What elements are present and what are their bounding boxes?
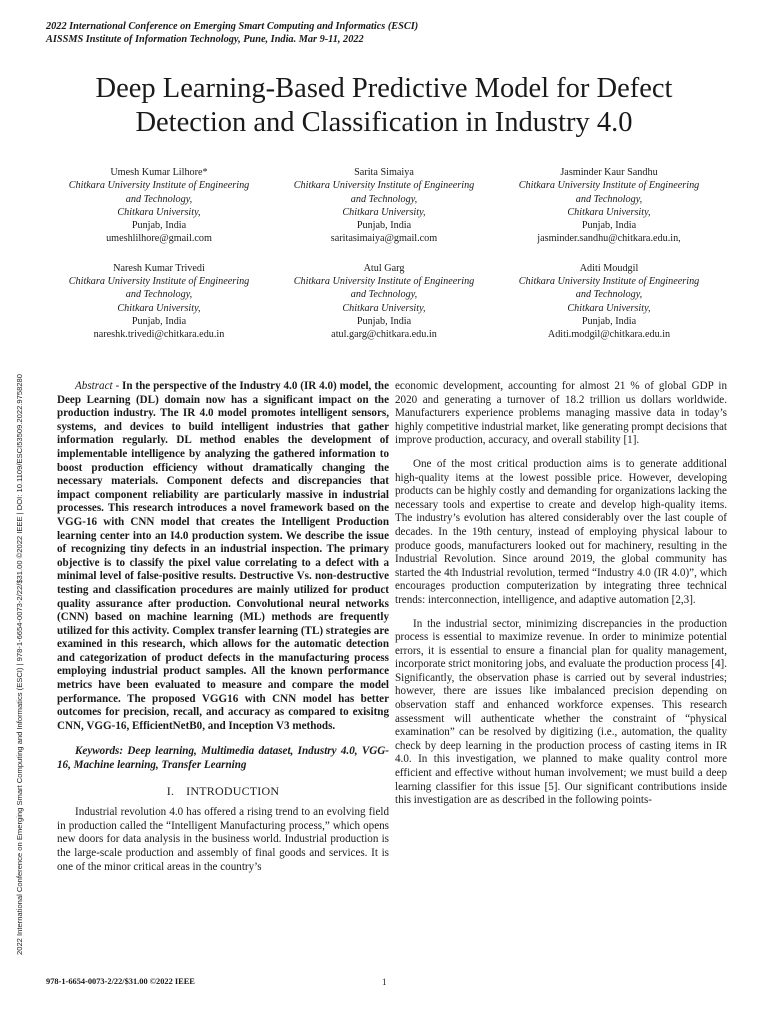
conference-venue: AISSMS Institute of Information Technology, Pune, India. Mar 9-11, 2022 (46, 34, 364, 45)
paper-title (60, 72, 708, 140)
title-line-2: Detection and Classification in Industry 4.0 (135, 107, 633, 138)
section-heading-introduction (57, 785, 389, 799)
author-location: Punjab, India (581, 220, 637, 232)
author-name: Aditi Moudgil (579, 262, 639, 274)
conference-header (46, 20, 418, 46)
author-name: Naresh Kumar Trivedi (113, 262, 205, 274)
author-affiliation: Chitkara University Institute of Engineering (518, 276, 700, 288)
author-university: Chitkara University, (342, 206, 426, 218)
body-paragraph-1: economic development, accounting for almost 21 % of global GDP in 2020 and generating a turnover of 18.2 trillion us dollars worldwide. Manufacturers experience problems managing massive data in today’s highly competitive industrial market, like generating prompt decisions that improve production, accuracy, and overall stability [1]. (395, 380, 727, 447)
author-affiliation: and Technology, (575, 289, 643, 301)
intro-paragraph: Industrial revolution 4.0 has offered a rising trend to an evolving field in production called the “Intelligent Manufacturing process,” which opens new doors for data analysis in the business world. Industrial production is the large-scale production and assembly of final goods and services. It is one of the minor critical areas in the country’s (57, 806, 389, 873)
author-location: Punjab, India (131, 315, 187, 327)
author-affiliation: Chitkara University Institute of Engineering (518, 180, 700, 192)
body-paragraph-3: In the industrial sector, minimizing discrepancies in the production process is essential to maximize revenue. In order to minimize potential errors, it is essential to ensure a financial plan for quality management, incorporate strict monitoring jobs, and evaluate the production process [4]. Significantly, the observation phase is carried out by several industries; however, there are issues like imbalanced precision depending on observation staff and enhanced workforce expenses. This research assessment will authenticate whether the constraint of “physical examination” can be resolved by digitizing (i.e., automation, the quality check by deep learning in the production process of casting items in IR 4.0. In this investigation, we planned to make quality control more efficient and effective without human involvement; we must build a deep learning classifier for this issue [5]. Our significant contributions inside this investigation are as described in the following points- (395, 617, 727, 807)
keywords: Keywords: Deep learning, Multimedia dataset, Industry 4.0, VGG-16, Machine learning, Transfer Learning (57, 745, 389, 772)
author-affiliation: Chitkara University Institute of Engineering (293, 180, 475, 192)
author-university: Chitkara University, (342, 302, 426, 314)
author-affiliation: and Technology, (125, 289, 193, 301)
author-location: Punjab, India (356, 315, 412, 327)
author-location: Punjab, India (356, 220, 412, 232)
author-university: Chitkara University, (117, 302, 201, 314)
author-name: Umesh Kumar Lilhore* (110, 167, 208, 178)
abstract (57, 380, 389, 733)
side-doi-text: 2022 International Conference on Emerging Smart Computing and Informatics (ESCI) | 978-1-6654-0073-2/22/$31.00 ©2022 IEEE | DOI: 10.1109/ESCI53509.2022.9758280 (15, 374, 24, 955)
author-3 (500, 166, 718, 246)
author-row-2 (50, 262, 718, 342)
author-affiliation: Chitkara University Institute of Engineering (68, 276, 250, 288)
abstract-text: In the perspective of the Industry 4.0 (IR 4.0) model, the Deep Learning (DL) domain now has a significant impact on the production industry. The IR 4.0 model promotes intelligent sensors, systems, and devices to build intelligent industries that gather information regularly. DL method enables the development of implementable intelligence by analyzing the gathered information to boost production efficiency without dramatically changing the necessary materials. Component defects and discrepancies that impact component reliability are particularly massive in industrial processes. This research introduces a novel framework based on the VGG-16 with CNN model that creates the Intelligent Production learning center into an I4.0 production system. We describe the issue of recognizing tiny defects in an industrial inspection. The primary objective is to classify the pixel value correlating to a defect with a minimal level of false-positive results. Destructive Vs. non-destructive testing and classification procedures are mainly utilized for product quality assurance after production. Convolutional neural networks (CNN) based on machine learning (ML) methods are frequently utilized for this activity. Complex transfer learning (TL) strategies are examined in this research, which allows for the automatic detection and categorization of product defects in the manufacturing process employing industrial product samples. All the known performance metrics have been evaluated to measure and compare the model performance. The proposed VGG16 with CNN model has better outcomes for precision, recall, and accuracy as compared to exisitng CNN, VGG-16, EfficientNetB0, and Inception V3 methods. (57, 380, 389, 732)
author-affiliation: and Technology, (125, 193, 193, 205)
author-email: jasminder.sandhu@chitkara.edu.in, (537, 233, 681, 245)
abstract-label: Abstract - (75, 380, 120, 392)
page-number: 1 (382, 977, 387, 987)
author-email: saritasimaiya@gmail.com (330, 233, 438, 245)
author-email: nareshk.trivedi@chitkara.edu.in (93, 329, 225, 341)
author-location: Punjab, India (581, 315, 637, 327)
author-affiliation: Chitkara University Institute of Engineering (293, 276, 475, 288)
author-affiliation: and Technology, (350, 193, 418, 205)
author-name: Sarita Simaiya (354, 167, 414, 178)
author-1 (50, 166, 268, 246)
author-2 (275, 166, 493, 246)
section-title: INTRODUCTION (186, 783, 280, 798)
author-block (50, 166, 718, 342)
author-email: atul.garg@chitkara.edu.in (331, 329, 437, 341)
author-6 (500, 262, 718, 342)
author-location: Punjab, India (131, 220, 187, 232)
conference-name: 2022 International Conference on Emerging Smart Computing and Informatics (ESCI) (46, 21, 419, 32)
author-name: Atul Garg (363, 262, 405, 274)
section-number: I. (166, 783, 175, 798)
author-email: Aditi.modgil@chitkara.edu.in (547, 329, 671, 341)
author-affiliation: and Technology, (350, 289, 418, 301)
author-4 (50, 262, 268, 342)
author-university: Chitkara University, (117, 206, 201, 218)
footer-isbn: 978-1-6654-0073-2/22/$31.00 ©2022 IEEE (46, 977, 195, 986)
title-line-1: Deep Learning-Based Predictive Model for Defect (95, 73, 673, 104)
author-university: Chitkara University, (567, 302, 651, 314)
author-row-1 (50, 166, 718, 246)
author-5 (275, 262, 493, 342)
author-university: Chitkara University, (567, 206, 651, 218)
author-affiliation: Chitkara University Institute of Engineering (68, 180, 250, 192)
author-name: Jasminder Kaur Sandhu (560, 167, 658, 178)
author-affiliation: and Technology, (575, 193, 643, 205)
author-email: umeshlilhore@gmail.com (106, 233, 212, 245)
right-column (395, 380, 727, 808)
body-paragraph-2: One of the most critical production aims is to generate additional high-quality items at the lowest possible price. However, developing products can be highly costly and demanding for organizations lacking the necessary tools and expertise to create and develop high-quality items. The industry’s evolution has altered considerably over the last couple of decades. In the 19th century, instead of employing physical labour to produce goods, manufacturers looked out for machinery, resulting in the Industrial Revolution. Since around 2019, the global community has started the 4th Industrial revolution, termed “Industry 4.0 (IR 4.0)”, which encourages production computerization by integrating three technical trends: interconnection, intelligence, and adaptive automation [2,3]. (395, 457, 727, 606)
left-column (57, 380, 389, 874)
